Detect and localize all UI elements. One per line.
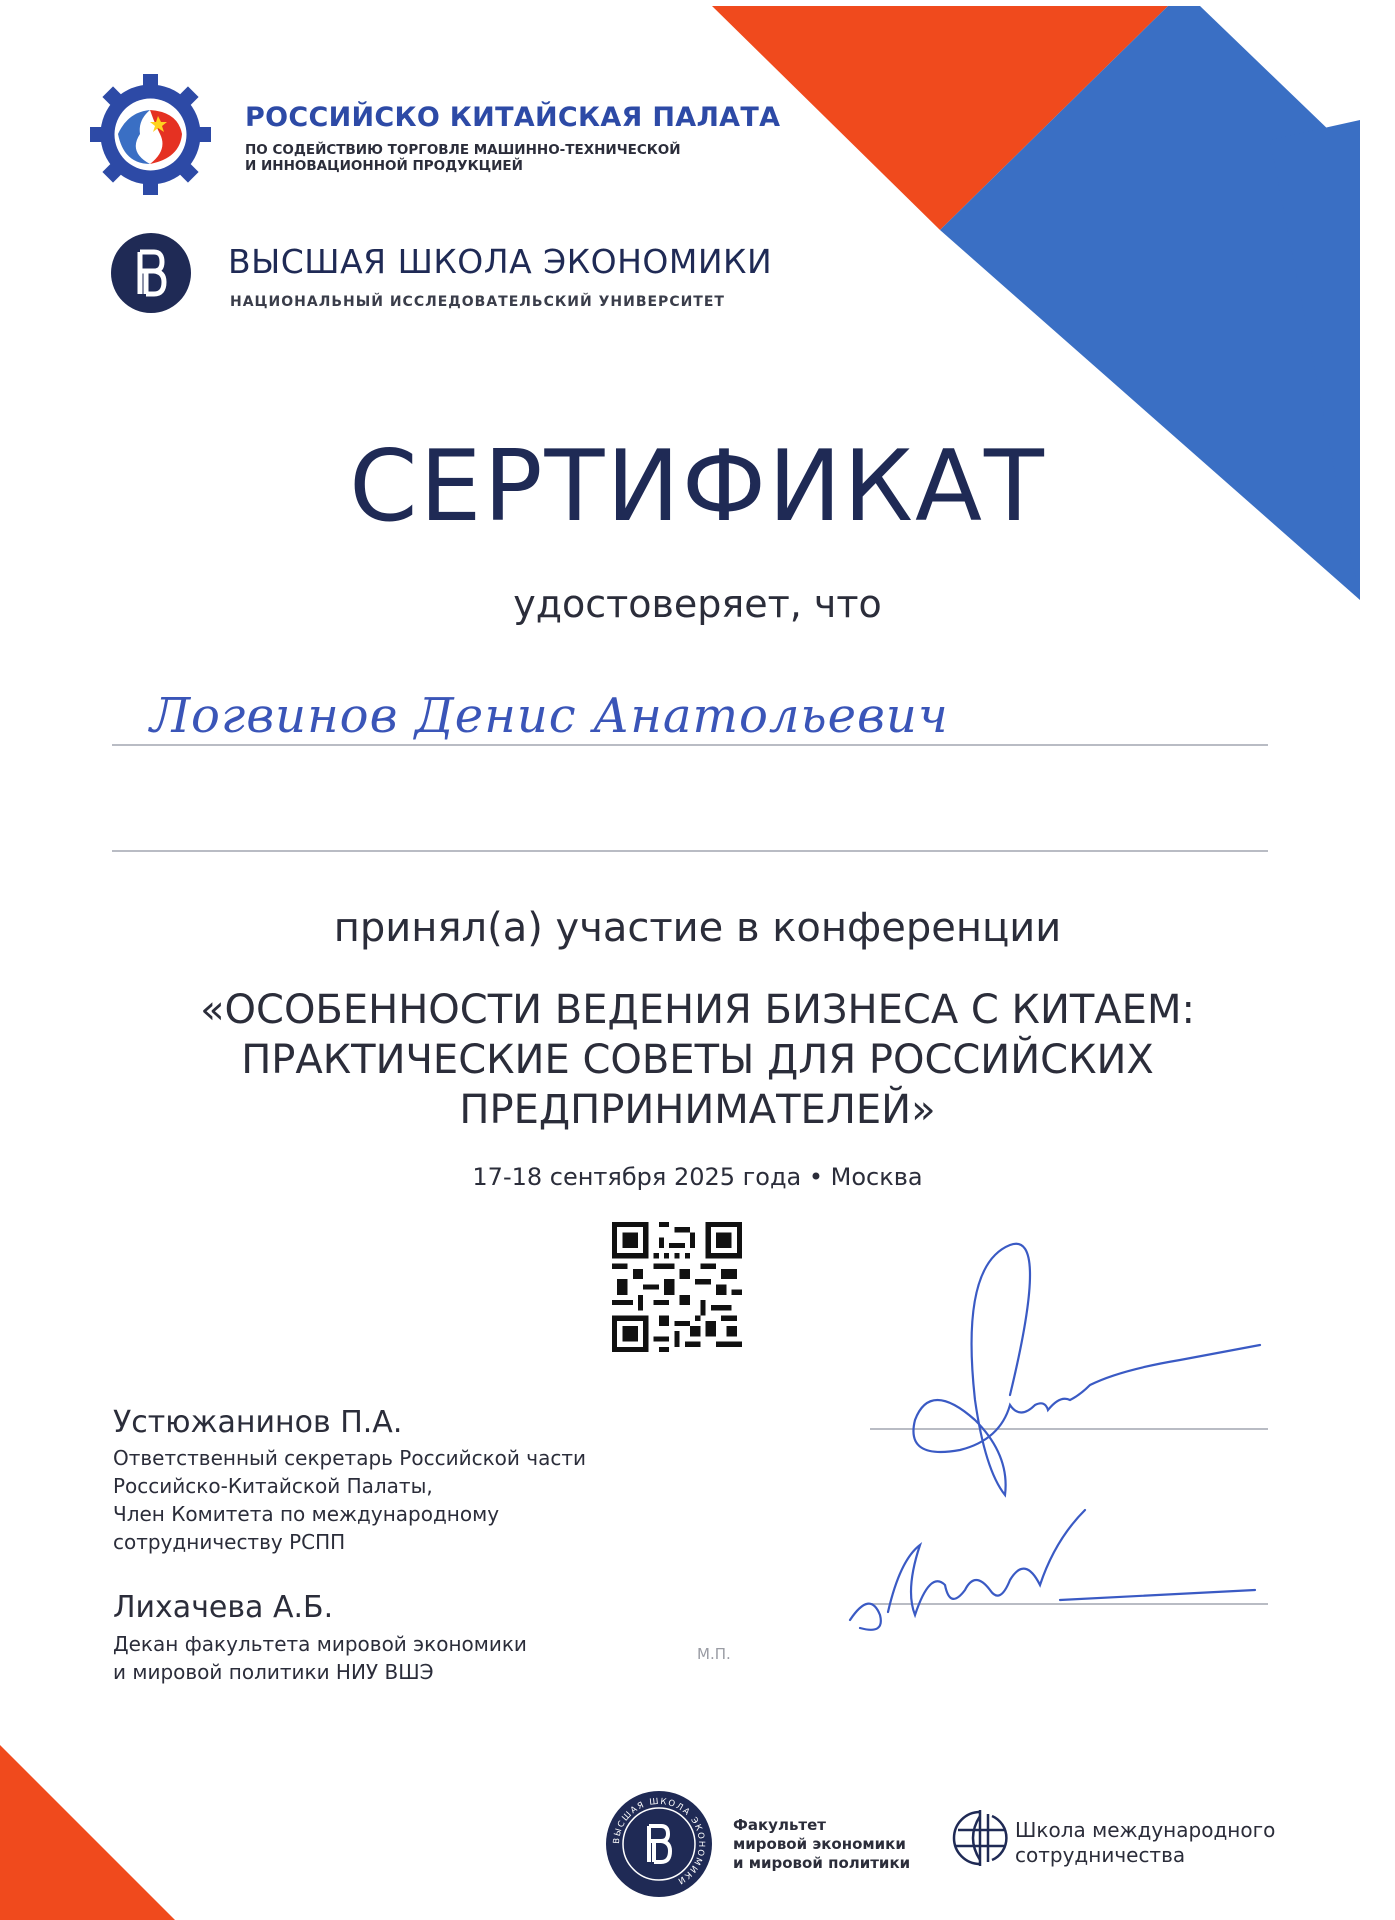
name-line-1 — [112, 744, 1268, 746]
qr-code — [612, 1222, 742, 1352]
signatory-role-line: Ответственный секретарь Российской части — [113, 1446, 586, 1470]
signatory-role-line: сотрудничеству РСПП — [113, 1530, 346, 1554]
stamp-place-label: М.П. — [697, 1645, 731, 1663]
signature-line-1 — [870, 1428, 1268, 1430]
hse-seal-logo — [605, 1790, 713, 1898]
hse-subtitle: НАЦИОНАЛЬНЫЙ ИССЛЕДОВАТЕЛЬСКИЙ УНИВЕРСИТЕТ — [230, 294, 725, 310]
signatory-2-role — [113, 1630, 527, 1686]
chamber-subtitle-line: И ИННОВАЦИОННОЙ ПРОДУКЦИЕЙ — [245, 158, 523, 174]
signatory-role-line: Декан факультета мировой экономики — [113, 1632, 527, 1656]
recipient-name-handwritten: Логвинов Денис Анатольевич — [150, 688, 949, 744]
signatory-role-line: и мировой политики НИУ ВШЭ — [113, 1660, 434, 1684]
certifies-text: удостоверяет, что — [513, 582, 882, 626]
faculty-label-line: мировой экономики — [733, 1835, 906, 1853]
certificate-title: СЕРТИФИКАТ — [349, 430, 1046, 544]
signatory-role-line: Российско-Китайской Палаты, — [113, 1474, 433, 1498]
faculty-label — [733, 1816, 910, 1873]
signatory-1-role — [113, 1444, 586, 1556]
school-label — [1015, 1818, 1275, 1868]
school-label-line: сотрудничества — [1015, 1843, 1186, 1867]
bottom-red-triangle — [0, 1745, 175, 1920]
hse-logo — [110, 232, 192, 314]
seal-ring-text: ВЫСШАЯ ШКОЛА ЭКОНОМИКИ — [611, 1796, 707, 1887]
chamber-subtitle-line: ПО СОДЕЙСТВИЮ ТОРГОВЛЕ МАШИННО-ТЕХНИЧЕСКОЙ — [245, 142, 681, 158]
hse-title: ВЫСШАЯ ШКОЛА ЭКОНОМИКИ — [228, 242, 773, 281]
signatory-1-name: Устюжанинов П.А. — [113, 1405, 403, 1440]
conference-title-line: «ОСОБЕННОСТИ ВЕДЕНИЯ БИЗНЕСА С КИТАЕМ: — [200, 987, 1195, 1033]
conference-title — [0, 985, 1395, 1135]
conference-title-line: ПРЕДПРИНИМАТЕЛЕЙ» — [459, 1087, 936, 1133]
signature-line-2 — [870, 1603, 1268, 1605]
signatory-role-line: Член Комитета по международному — [113, 1502, 500, 1526]
conference-title-line: ПРАКТИЧЕСКИЕ СОВЕТЫ ДЛЯ РОССИЙСКИХ — [241, 1037, 1154, 1083]
globe-icon — [948, 1806, 1012, 1870]
chamber-gear-logo — [88, 72, 213, 197]
chamber-subtitle — [245, 142, 681, 174]
conference-date-place: 17-18 сентября 2025 года • Москва — [472, 1163, 923, 1191]
chamber-title: РОССИЙСКО КИТАЙСКАЯ ПАЛАТА — [245, 102, 781, 133]
faculty-label-line: и мировой политики — [733, 1854, 911, 1872]
school-label-line: Школа международного — [1015, 1818, 1276, 1842]
name-line-2 — [112, 850, 1268, 852]
participation-text: принял(а) участие в конференции — [333, 905, 1062, 951]
signatory-2-name: Лихачева А.Б. — [113, 1590, 334, 1625]
faculty-label-line: Факультет — [733, 1816, 826, 1834]
